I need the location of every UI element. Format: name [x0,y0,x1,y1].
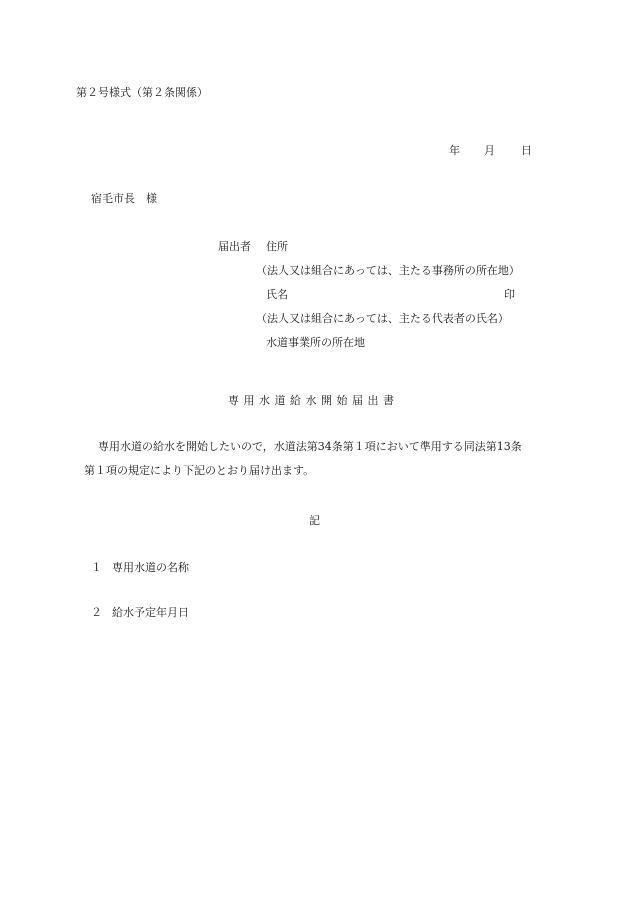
date-month: 月 [484,144,495,157]
date-year: 年 [449,144,460,157]
addressee: 宿毛市長 様 [91,192,157,205]
item-1-label: 専用水道の名称 [112,561,189,574]
body-line-2: 第１項の規定により下記のとおり届け出ます。 [84,464,315,477]
body-line-1: 専用水道の給水を開始したいので，水道法第34条第１項において準用する同法第13条 [98,440,522,453]
ki-heading: 記 [309,514,320,527]
office-location-label: 水道事業所の所在地 [266,336,365,349]
item-2-label: 給水予定年月日 [112,606,189,619]
item-1-number: １ [91,561,102,574]
name-label: 氏名 [266,288,288,301]
address-note: （法人又は組合にあっては、主たる事務所の所在地） [256,264,520,277]
applicant-label: 届出者 [218,240,251,253]
document-title: 専用水道給水開始届出書 [228,394,399,407]
item-2-number: ２ [91,606,102,619]
date-day: 日 [521,144,532,157]
form-number: 第２号様式（第２条関係） [76,86,208,99]
name-note: （法人又は組合にあっては、主たる代表者の氏名） [256,312,509,325]
seal-mark: 印 [504,288,515,301]
address-label: 住所 [266,240,288,253]
